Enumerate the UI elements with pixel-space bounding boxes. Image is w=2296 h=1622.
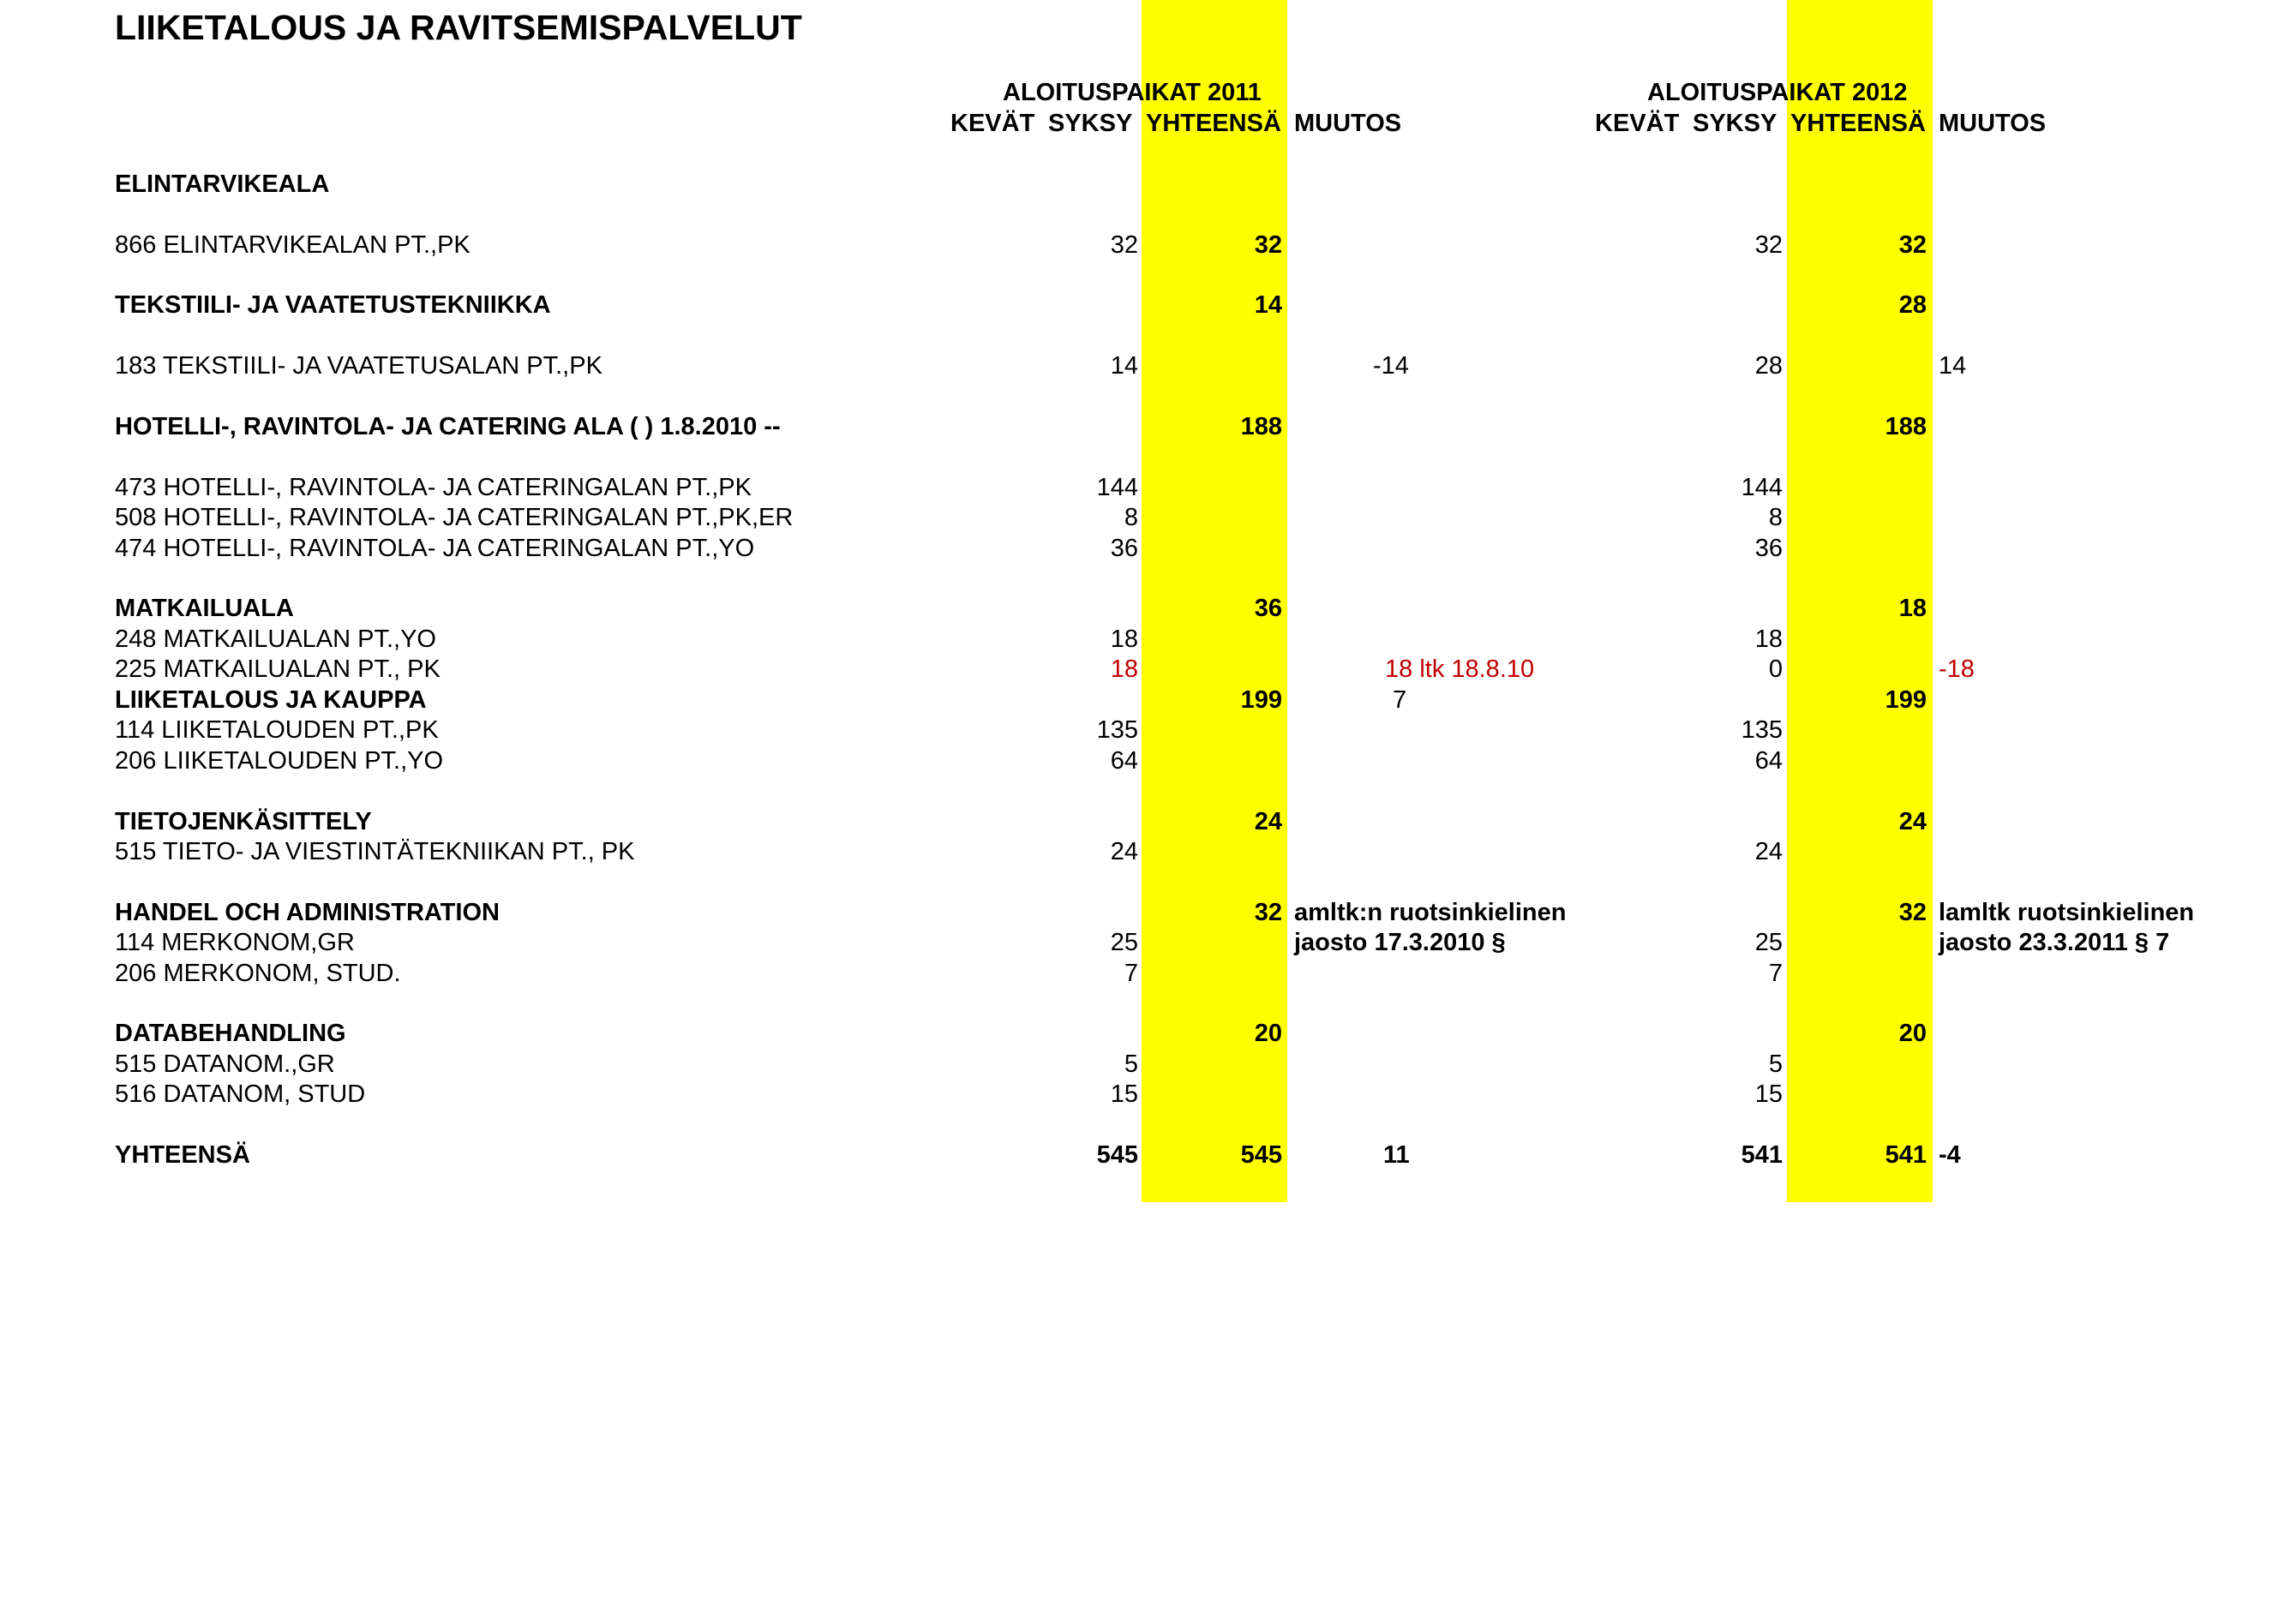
kevat-2012-value: 28 <box>1754 352 1783 380</box>
row-label: 206 MERKONOM, STUD. <box>115 960 401 987</box>
yhteensa-2011-value: 32 <box>1254 231 1282 259</box>
kevat-2011-value: 144 <box>1096 474 1138 501</box>
yhteensa-2012-value: 18 <box>1898 595 1927 622</box>
kevat-2011-value: 24 <box>1110 838 1138 865</box>
muutos-2012-note: jaosto 23.3.2011 § 7 <box>1939 929 2170 956</box>
kevat-2011-value: 18 <box>1110 655 1138 683</box>
yhteensa-2011-value: 32 <box>1254 899 1282 926</box>
muutos-2011-total: 11 <box>1383 1141 1410 1169</box>
table-row <box>0 169 2296 200</box>
period-2012-col-syksy: SYKSY <box>1693 110 1777 137</box>
kevat-2011-value: 15 <box>1110 1080 1138 1108</box>
row-label: TEKSTIILI- JA VAATETUSTEKNIIKKA <box>115 291 551 319</box>
yhteensa-2011-value: 14 <box>1254 291 1282 319</box>
table-row <box>0 685 2296 715</box>
row-label: 183 TEKSTIILI- JA VAATETUSALAN PT.,PK <box>115 352 602 380</box>
kevat-2011-value: 5 <box>1124 1050 1138 1078</box>
kevat-2012-value: 7 <box>1768 960 1783 987</box>
yhteensa-2012-value: 32 <box>1898 231 1927 259</box>
muutos-2011-value: 18 ltk 18.8.10 <box>1385 655 1535 683</box>
period-2011-col-kevat: KEVÄT <box>950 110 1035 137</box>
kevat-2011-value: 8 <box>1124 504 1138 531</box>
muutos-2012-total: -4 <box>1939 1141 1961 1169</box>
table-row <box>0 593 2296 624</box>
kevat-2011-value: 18 <box>1110 625 1138 653</box>
kevat-2012-value: 135 <box>1741 716 1783 744</box>
kevat-2012-value: 32 <box>1754 231 1783 259</box>
kevat-2012-value: 144 <box>1741 474 1783 501</box>
row-label: 248 MATKAILUALAN PT.,YO <box>115 625 436 653</box>
table-row <box>0 502 2296 533</box>
muutos-2011-note: jaosto 17.3.2010 § <box>1294 929 1506 956</box>
period-2011-col-yhteensa: YHTEENSÄ <box>1146 110 1281 137</box>
kevat-2012-value: 18 <box>1754 625 1783 653</box>
yhteensa-2011-total: 545 <box>1240 1141 1282 1169</box>
table-row <box>0 654 2296 685</box>
kevat-2012-value: 36 <box>1754 535 1783 562</box>
kevat-2012-value: 64 <box>1754 747 1783 775</box>
row-label: HANDEL OCH ADMINISTRATION <box>115 899 500 926</box>
muutos-2011-note: amltk:n ruotsinkielinen <box>1294 899 1567 926</box>
row-label: 866 ELINTARVIKEALAN PT.,PK <box>115 231 471 259</box>
table-row <box>0 533 2296 564</box>
row-label: DATABEHANDLING <box>115 1020 346 1047</box>
kevat-2011-value: 36 <box>1110 535 1138 562</box>
yhteensa-2012-value: 28 <box>1898 291 1927 319</box>
muutos-2012-value: 14 <box>1939 352 1967 380</box>
muutos-2011-value: 7 <box>1393 686 1407 714</box>
row-label: 515 TIETO- JA VIESTINTÄTEKNIIKAN PT., PK <box>115 838 635 865</box>
page-title: LIIKETALOUS JA RAVITSEMISPALVELUT <box>115 8 802 47</box>
yhteensa-2011-value: 188 <box>1240 413 1282 440</box>
row-label: 515 DATANOM.,GR <box>115 1050 335 1078</box>
period-2011-header: ALOITUSPAIKAT 2011 <box>1003 79 1262 106</box>
kevat-2011-value: 14 <box>1110 352 1138 380</box>
row-label: LIIKETALOUS JA KAUPPA <box>115 686 427 714</box>
kevat-2011-value: 7 <box>1124 960 1138 987</box>
kevat-2012-value: 25 <box>1754 929 1783 956</box>
kevat-2012-value: 24 <box>1754 838 1783 865</box>
table-row <box>0 958 2296 989</box>
period-2012-col-muutos: MUUTOS <box>1939 110 2047 137</box>
row-label: 516 DATANOM, STUD <box>115 1080 366 1108</box>
yhteensa-2012-value: 20 <box>1898 1020 1927 1047</box>
row-label: 473 HOTELLI-, RAVINTOLA- JA CATERINGALAN PT.,PK <box>115 474 752 501</box>
table-row <box>0 1049 2296 1080</box>
row-label: 225 MATKAILUALAN PT., PK <box>115 655 441 683</box>
kevat-2012-value: 15 <box>1754 1080 1783 1108</box>
table-row <box>0 472 2296 503</box>
yhteensa-2012-value: 32 <box>1898 899 1927 926</box>
period-2011-col-syksy: SYKSY <box>1048 110 1133 137</box>
kevat-2011-value: 25 <box>1110 929 1138 956</box>
period-2011-col-muutos: MUUTOS <box>1294 110 1402 137</box>
row-label: ELINTARVIKEALA <box>115 171 330 198</box>
yhteensa-2012-value: 199 <box>1885 686 1927 714</box>
kevat-2012-value: 8 <box>1768 504 1783 531</box>
table-row <box>0 411 2296 442</box>
muutos-2012-note: lamltk ruotsinkielinen <box>1939 899 2195 926</box>
yhteensa-2011-value: 199 <box>1240 686 1282 714</box>
row-label: 114 MERKONOM,GR <box>115 929 355 956</box>
muutos-2011-value: -14 <box>1373 352 1409 380</box>
kevat-2011-value: 135 <box>1096 716 1138 744</box>
row-label: 114 LIIKETALOUDEN PT.,PK <box>115 716 439 744</box>
row-label: HOTELLI-, RAVINTOLA- JA CATERING ALA ( ) 1.8.2010 -- <box>115 413 781 440</box>
table-row <box>0 897 2296 928</box>
muutos-2012-value: -18 <box>1939 655 1975 683</box>
table-row <box>0 836 2296 867</box>
table-row <box>0 745 2296 776</box>
table-row <box>0 927 2296 958</box>
kevat-2011-total: 545 <box>1096 1141 1138 1169</box>
table-row <box>0 290 2296 320</box>
kevat-2011-value: 64 <box>1110 747 1138 775</box>
table-row <box>0 624 2296 655</box>
table-row-total <box>0 1140 2296 1170</box>
row-label: 508 HOTELLI-, RAVINTOLA- JA CATERINGALAN PT.,PK,ER <box>115 504 794 531</box>
table-row <box>0 350 2296 381</box>
row-label: TIETOJENKÄSITTELY <box>115 808 372 835</box>
kevat-2012-value: 0 <box>1768 655 1783 683</box>
period-2012-col-kevat: KEVÄT <box>1595 110 1680 137</box>
yhteensa-2012-total: 541 <box>1885 1141 1927 1169</box>
period-2012-col-yhteensa: YHTEENSÄ <box>1790 110 1926 137</box>
yhteensa-2012-value: 188 <box>1885 413 1927 440</box>
row-label: 474 HOTELLI-, RAVINTOLA- JA CATERINGALAN PT.,YO <box>115 535 755 562</box>
table-row <box>0 1079 2296 1110</box>
table-row <box>0 230 2296 260</box>
period-2012-header: ALOITUSPAIKAT 2012 <box>1647 79 1908 106</box>
row-label: 206 LIIKETALOUDEN PT.,YO <box>115 747 444 775</box>
table-row <box>0 806 2296 837</box>
kevat-2012-total: 541 <box>1741 1141 1783 1169</box>
kevat-2011-value: 32 <box>1110 231 1138 259</box>
yhteensa-2012-value: 24 <box>1898 808 1927 835</box>
total-label: YHTEENSÄ <box>115 1141 250 1169</box>
table-row <box>0 1018 2296 1049</box>
yhteensa-2011-value: 24 <box>1254 808 1282 835</box>
yhteensa-2011-value: 20 <box>1254 1020 1282 1047</box>
table-row <box>0 715 2296 745</box>
yhteensa-2011-value: 36 <box>1254 595 1282 622</box>
row-label: MATKAILUALA <box>115 595 294 622</box>
kevat-2012-value: 5 <box>1768 1050 1783 1078</box>
